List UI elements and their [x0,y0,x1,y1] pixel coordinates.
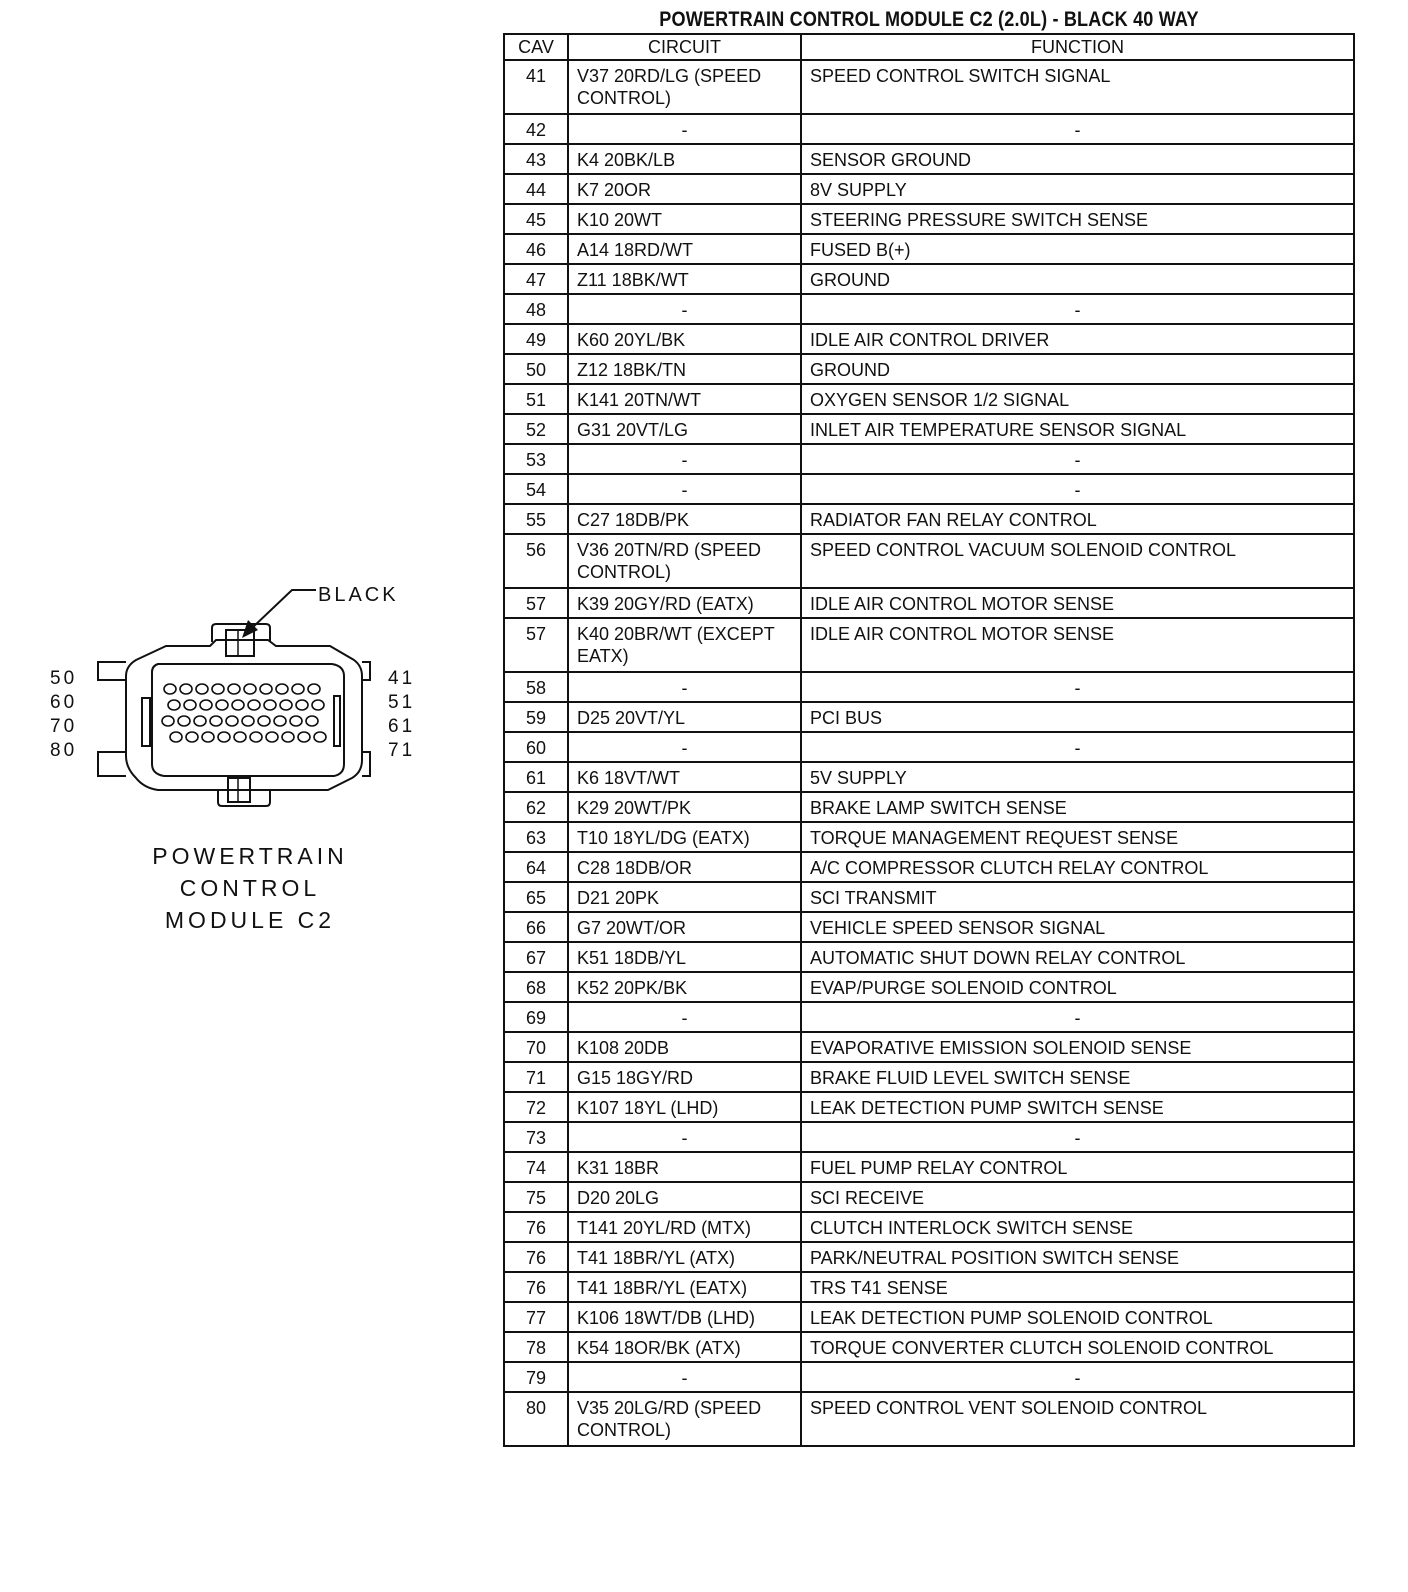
left-key [142,698,150,746]
function-cell: - [801,474,1354,504]
table-row [504,1152,1354,1182]
pin-cavity [280,700,292,710]
function-cell: LEAK DETECTION PUMP SOLENOID CONTROL [801,1302,1354,1332]
cav-cell: 51 [504,384,568,414]
cav-cell: 41 [504,60,568,114]
pin-cavity [194,716,206,726]
pin-cavity [168,700,180,710]
function-cell: BRAKE LAMP SWITCH SENSE [801,792,1354,822]
circuit-cell: K107 18YL (LHD) [568,1092,801,1122]
circuit-cell: K10 20WT [568,204,801,234]
pinout-table [503,33,1355,1447]
cav-cell: 45 [504,204,568,234]
function-cell: IDLE AIR CONTROL DRIVER [801,324,1354,354]
cav-cell: 68 [504,972,568,1002]
pinout-table-body [504,60,1354,1446]
circuit-cell: K106 18WT/DB (LHD) [568,1302,801,1332]
pin-cavity [292,684,304,694]
function-cell: 8V SUPPLY [801,174,1354,204]
function-cell: CLUTCH INTERLOCK SWITCH SENSE [801,1212,1354,1242]
pin-cavity [232,700,244,710]
pin-cavity [276,684,288,694]
column-header-cav: CAV [504,34,568,60]
table-row [504,534,1354,588]
circuit-cell: G31 20VT/LG [568,414,801,444]
table-row [504,822,1354,852]
table-row [504,114,1354,144]
function-cell: IDLE AIR CONTROL MOTOR SENSE [801,618,1354,672]
cav-cell: 75 [504,1182,568,1212]
table-row [504,504,1354,534]
right-pin-label-1: 41 [388,668,416,689]
function-cell: SENSOR GROUND [801,144,1354,174]
circuit-cell: K52 20PK/BK [568,972,801,1002]
pin-cavity [218,732,230,742]
pin-cavities [162,684,326,742]
cav-cell: 48 [504,294,568,324]
pin-cavity [216,700,228,710]
pin-cavity [250,732,262,742]
cav-cell: 55 [504,504,568,534]
table-row [504,1182,1354,1212]
circuit-cell: T141 20YL/RD (MTX) [568,1212,801,1242]
function-cell: TORQUE CONVERTER CLUTCH SOLENOID CONTROL [801,1332,1354,1362]
function-cell: SPEED CONTROL SWITCH SIGNAL [801,60,1354,114]
circuit-cell: K29 20WT/PK [568,792,801,822]
cav-cell: 49 [504,324,568,354]
cav-cell: 57 [504,618,568,672]
left-ear [98,662,126,680]
cav-cell: 72 [504,1092,568,1122]
circuit-cell: D20 20LG [568,1182,801,1212]
table-row [504,1332,1354,1362]
circuit-cell: - [568,474,801,504]
table-row [504,294,1354,324]
right-pin-label-4: 71 [388,740,416,761]
circuit-cell: - [568,1002,801,1032]
connector-color-label: BLACK [318,584,399,606]
cav-cell: 42 [504,114,568,144]
pin-cavity [260,684,272,694]
circuit-cell: K40 20BR/WT (EXCEPT EATX) [568,618,801,672]
function-cell: - [801,732,1354,762]
caption-line-2: CONTROL [179,875,321,901]
function-cell: EVAPORATIVE EMISSION SOLENOID SENSE [801,1032,1354,1062]
table-row [504,618,1354,672]
table-row [504,60,1354,114]
function-cell: AUTOMATIC SHUT DOWN RELAY CONTROL [801,942,1354,972]
pin-cavity [196,684,208,694]
function-cell: FUSED B(+) [801,234,1354,264]
column-header-circuit: CIRCUIT [568,34,801,60]
pin-cavity [202,732,214,742]
circuit-cell: - [568,672,801,702]
cav-cell: 67 [504,942,568,972]
pin-cavity [266,732,278,742]
cav-cell: 70 [504,1032,568,1062]
circuit-cell: G7 20WT/OR [568,912,801,942]
function-cell: IDLE AIR CONTROL MOTOR SENSE [801,588,1354,618]
cav-cell: 54 [504,474,568,504]
circuit-cell: - [568,444,801,474]
table-row [504,972,1354,1002]
circuit-cell: C27 18DB/PK [568,504,801,534]
circuit-cell: K7 20OR [568,174,801,204]
function-cell: TRS T41 SENSE [801,1272,1354,1302]
circuit-cell: T41 18BR/YL (EATX) [568,1272,801,1302]
circuit-cell: T10 18YL/DG (EATX) [568,822,801,852]
circuit-cell: - [568,114,801,144]
circuit-cell: K54 18OR/BK (ATX) [568,1332,801,1362]
left-pin-label-3: 70 [50,716,78,737]
table-row [504,474,1354,504]
cav-cell: 56 [504,534,568,588]
table-row [504,942,1354,972]
cav-cell: 66 [504,912,568,942]
function-cell: EVAP/PURGE SOLENOID CONTROL [801,972,1354,1002]
bottom-latch [218,790,270,806]
function-cell: SPEED CONTROL VACUUM SOLENOID CONTROL [801,534,1354,588]
function-cell: - [801,1002,1354,1032]
right-pin-label-3: 61 [388,716,416,737]
pin-cavity [264,700,276,710]
pin-cavity [290,716,302,726]
circuit-cell: V37 20RD/LG (SPEED CONTROL) [568,60,801,114]
cav-cell: 47 [504,264,568,294]
pin-cavity [248,700,260,710]
table-row [504,384,1354,414]
circuit-cell: - [568,1122,801,1152]
table-row [504,1302,1354,1332]
connector-body-inner [152,664,344,776]
table-row [504,174,1354,204]
caption-line-3: MODULE C2 [164,907,336,933]
circuit-cell: - [568,732,801,762]
function-cell: GROUND [801,264,1354,294]
pin-cavity [178,716,190,726]
circuit-cell: K31 18BR [568,1152,801,1182]
cav-cell: 78 [504,1332,568,1362]
table-row [504,354,1354,384]
table-row [504,204,1354,234]
pin-cavity [186,732,198,742]
pin-cavity [308,684,320,694]
cav-cell: 60 [504,732,568,762]
function-cell: - [801,114,1354,144]
pin-cavity [244,684,256,694]
circuit-cell: K51 18DB/YL [568,942,801,972]
function-cell: SCI RECEIVE [801,1182,1354,1212]
left-pin-label-1: 50 [50,668,78,689]
cav-cell: 61 [504,762,568,792]
table-row [504,588,1354,618]
connector-body-outer [126,640,362,790]
table-row [504,672,1354,702]
cav-cell: 76 [504,1272,568,1302]
cav-cell: 76 [504,1212,568,1242]
function-cell: SCI TRANSMIT [801,882,1354,912]
function-cell: 5V SUPPLY [801,762,1354,792]
table-row [504,1002,1354,1032]
table-row [504,444,1354,474]
left-ear-lower [98,752,126,776]
circuit-cell: - [568,294,801,324]
pin-cavity [234,732,246,742]
function-cell: - [801,1362,1354,1392]
function-cell: LEAK DETECTION PUMP SWITCH SENSE [801,1092,1354,1122]
table-row [504,1272,1354,1302]
table-row [504,414,1354,444]
cav-cell: 64 [504,852,568,882]
function-cell: SPEED CONTROL VENT SOLENOID CONTROL [801,1392,1354,1446]
function-cell: INLET AIR TEMPERATURE SENSOR SIGNAL [801,414,1354,444]
circuit-cell: C28 18DB/OR [568,852,801,882]
function-cell: TORQUE MANAGEMENT REQUEST SENSE [801,822,1354,852]
pin-cavity [258,716,270,726]
circuit-cell: D21 20PK [568,882,801,912]
function-cell: A/C COMPRESSOR CLUTCH RELAY CONTROL [801,852,1354,882]
pin-cavity [170,732,182,742]
cav-cell: 46 [504,234,568,264]
cav-cell: 58 [504,672,568,702]
circuit-cell: V36 20TN/RD (SPEED CONTROL) [568,534,801,588]
cav-cell: 62 [504,792,568,822]
caption-line-1: POWERTRAIN [152,843,348,869]
circuit-cell: K108 20DB [568,1032,801,1062]
circuit-cell: K141 20TN/WT [568,384,801,414]
table-row [504,1392,1354,1446]
function-cell: BRAKE FLUID LEVEL SWITCH SENSE [801,1062,1354,1092]
black-leader-line [252,590,316,628]
cav-cell: 73 [504,1122,568,1152]
pin-cavity [164,684,176,694]
cav-cell: 79 [504,1362,568,1392]
table-row [504,144,1354,174]
table-title: POWERTRAIN CONTROL MODULE C2 (2.0L) - BLACK 40 WAY [659,8,1199,31]
cav-cell: 71 [504,1062,568,1092]
function-cell: STEERING PRESSURE SWITCH SENSE [801,204,1354,234]
circuit-cell: A14 18RD/WT [568,234,801,264]
circuit-cell: K4 20BK/LB [568,144,801,174]
pin-cavity [306,716,318,726]
cav-cell: 59 [504,702,568,732]
circuit-cell: K60 20YL/BK [568,324,801,354]
column-header-function: FUNCTION [801,34,1354,60]
right-pin-label-2: 51 [388,692,416,713]
table-row [504,1062,1354,1092]
cav-cell: 76 [504,1242,568,1272]
pin-cavity [212,684,224,694]
table-row [504,1212,1354,1242]
table-row [504,762,1354,792]
function-cell: VEHICLE SPEED SENSOR SIGNAL [801,912,1354,942]
table-row [504,912,1354,942]
cav-cell: 77 [504,1302,568,1332]
table-row [504,702,1354,732]
pin-cavity [226,716,238,726]
circuit-cell: - [568,1362,801,1392]
table-header-row [504,34,1354,60]
connector-drawing [40,580,440,830]
table-row [504,882,1354,912]
table-row [504,1032,1354,1062]
circuit-cell: K39 20GY/RD (EATX) [568,588,801,618]
pin-cavity [274,716,286,726]
circuit-cell: G15 18GY/RD [568,1062,801,1092]
pin-cavity [184,700,196,710]
pin-cavity [210,716,222,726]
pin-cavity [312,700,324,710]
function-cell: - [801,294,1354,324]
cav-cell: 74 [504,1152,568,1182]
function-cell: GROUND [801,354,1354,384]
cav-cell: 80 [504,1392,568,1446]
function-cell: PCI BUS [801,702,1354,732]
cav-cell: 50 [504,354,568,384]
cav-cell: 44 [504,174,568,204]
pin-cavity [162,716,174,726]
table-row [504,324,1354,354]
connector-caption [130,840,370,936]
circuit-cell: V35 20LG/RD (SPEED CONTROL) [568,1392,801,1446]
function-cell: - [801,672,1354,702]
cav-cell: 65 [504,882,568,912]
table-row [504,1122,1354,1152]
table-row [504,1242,1354,1272]
table-row [504,792,1354,822]
function-cell: - [801,1122,1354,1152]
circuit-cell: Z12 18BK/TN [568,354,801,384]
pin-cavity [296,700,308,710]
function-cell: - [801,444,1354,474]
pin-cavity [298,732,310,742]
pin-cavity [314,732,326,742]
pin-cavity [242,716,254,726]
left-pin-label-2: 60 [50,692,78,713]
pin-cavity [200,700,212,710]
table-row [504,1092,1354,1122]
table-row [504,732,1354,762]
cav-cell: 69 [504,1002,568,1032]
cav-cell: 57 [504,588,568,618]
circuit-cell: Z11 18BK/WT [568,264,801,294]
function-cell: OXYGEN SENSOR 1/2 SIGNAL [801,384,1354,414]
circuit-cell: K6 18VT/WT [568,762,801,792]
cav-cell: 53 [504,444,568,474]
function-cell: RADIATOR FAN RELAY CONTROL [801,504,1354,534]
cav-cell: 43 [504,144,568,174]
function-cell: FUEL PUMP RELAY CONTROL [801,1152,1354,1182]
table-row [504,264,1354,294]
table-row [504,852,1354,882]
function-cell: PARK/NEUTRAL POSITION SWITCH SENSE [801,1242,1354,1272]
pin-cavity [180,684,192,694]
left-pin-label-4: 80 [50,740,78,761]
circuit-cell: T41 18BR/YL (ATX) [568,1242,801,1272]
circuit-cell: D25 20VT/YL [568,702,801,732]
pin-cavity [228,684,240,694]
pin-cavity [282,732,294,742]
table-row [504,1362,1354,1392]
cav-cell: 52 [504,414,568,444]
cav-cell: 63 [504,822,568,852]
right-key [334,696,340,746]
table-row [504,234,1354,264]
pinout-table-section [503,6,1355,1447]
